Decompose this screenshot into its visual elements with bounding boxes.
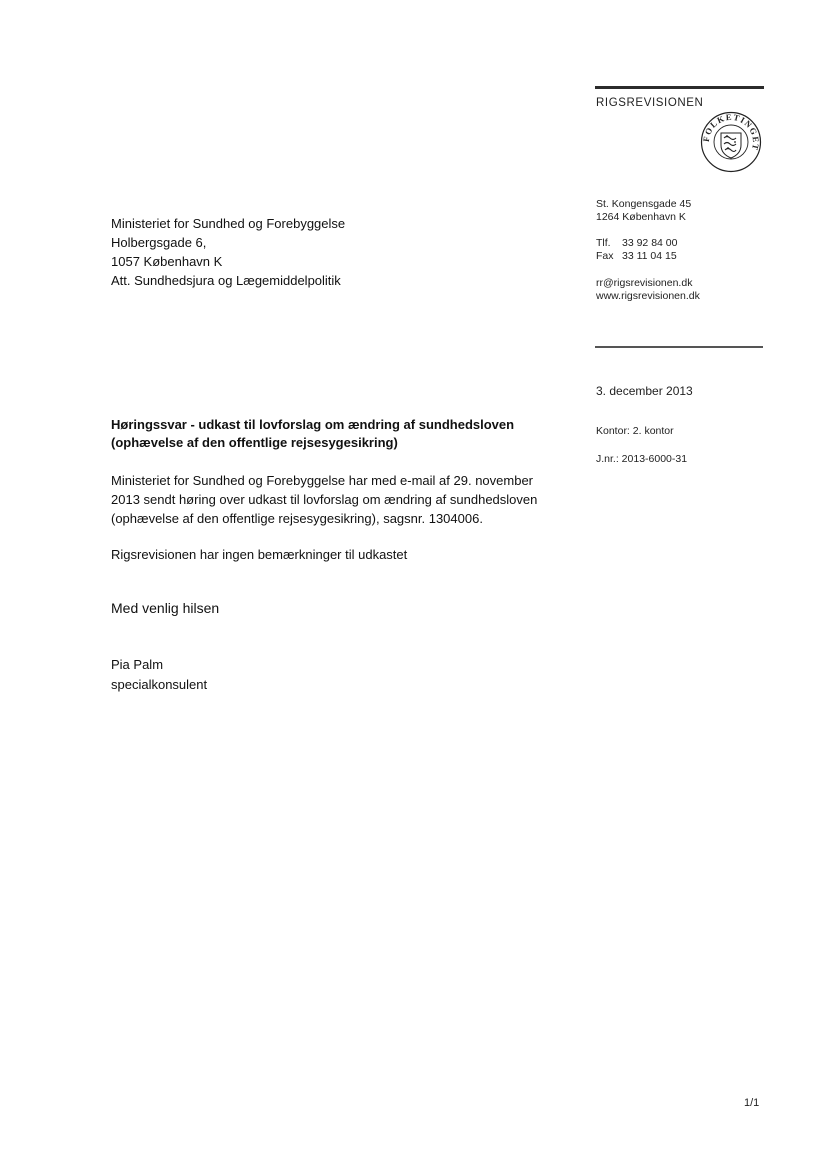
fax-value: 33 11 04 15 — [622, 250, 677, 262]
journal-number: J.nr.: 2013-6000-31 — [596, 453, 688, 465]
phone-row — [596, 237, 677, 250]
fax-row — [596, 250, 677, 263]
body-paragraph: Rigsrevisionen har ingen bemærkninger til udkastet — [111, 547, 408, 562]
recipient-line: 1057 København K — [111, 254, 223, 269]
recipient-line: Holbergsgade 6, — [111, 235, 207, 250]
office-reference: Kontor: 2. kontor — [596, 425, 674, 437]
body-paragraph: Ministeriet for Sundhed og Forebyggelse har med e-mail af 29. november 2013 sendt høring over udkast til lovforslag om ændring af sundhedsloven (ophævelse af den offentlige rejsesygesikring), sagsnr. 1304006. — [111, 473, 538, 526]
recipient-address — [111, 214, 345, 290]
page-number: 1/1 — [744, 1097, 760, 1109]
sender-city: 1264 København K — [596, 211, 686, 223]
sender-phones — [596, 237, 677, 263]
sender-street: St. Kongensgade 45 — [596, 198, 692, 210]
recipient-line: Ministeriet for Sundhed og Forebyggelse — [111, 216, 346, 231]
phone-value: 33 92 84 00 — [622, 237, 678, 249]
header-rule — [595, 86, 764, 89]
letter-date: 3. december 2013 — [596, 384, 693, 398]
email-link[interactable]: rr@rigsrevisionen.dk — [596, 277, 693, 289]
closing-salutation: Med venlig hilsen — [111, 600, 220, 616]
sender-address — [596, 198, 691, 224]
svg-text:FOLKETINGET: FOLKETINGET — [700, 111, 762, 153]
website-link[interactable]: www.rigsrevisionen.dk — [596, 290, 700, 302]
folketinget-seal-icon — [700, 111, 762, 173]
letter-subject: Høringssvar - udkast til lovforslag om ændring af sundhedsloven (ophævelse af den offentlige rejsesygesikring) — [111, 417, 515, 450]
section-rule — [595, 346, 763, 348]
fax-label: Fax — [596, 250, 614, 262]
organization-name: RIGSREVISIONEN — [596, 97, 704, 109]
signer-name: Pia Palm — [111, 657, 164, 672]
signature-block — [111, 655, 207, 695]
phone-label: Tlf. — [596, 237, 611, 249]
signer-title: specialkonsulent — [111, 677, 208, 692]
recipient-line: Att. Sundhedsjura og Lægemiddelpolitik — [111, 273, 341, 288]
sender-contact — [596, 277, 700, 303]
